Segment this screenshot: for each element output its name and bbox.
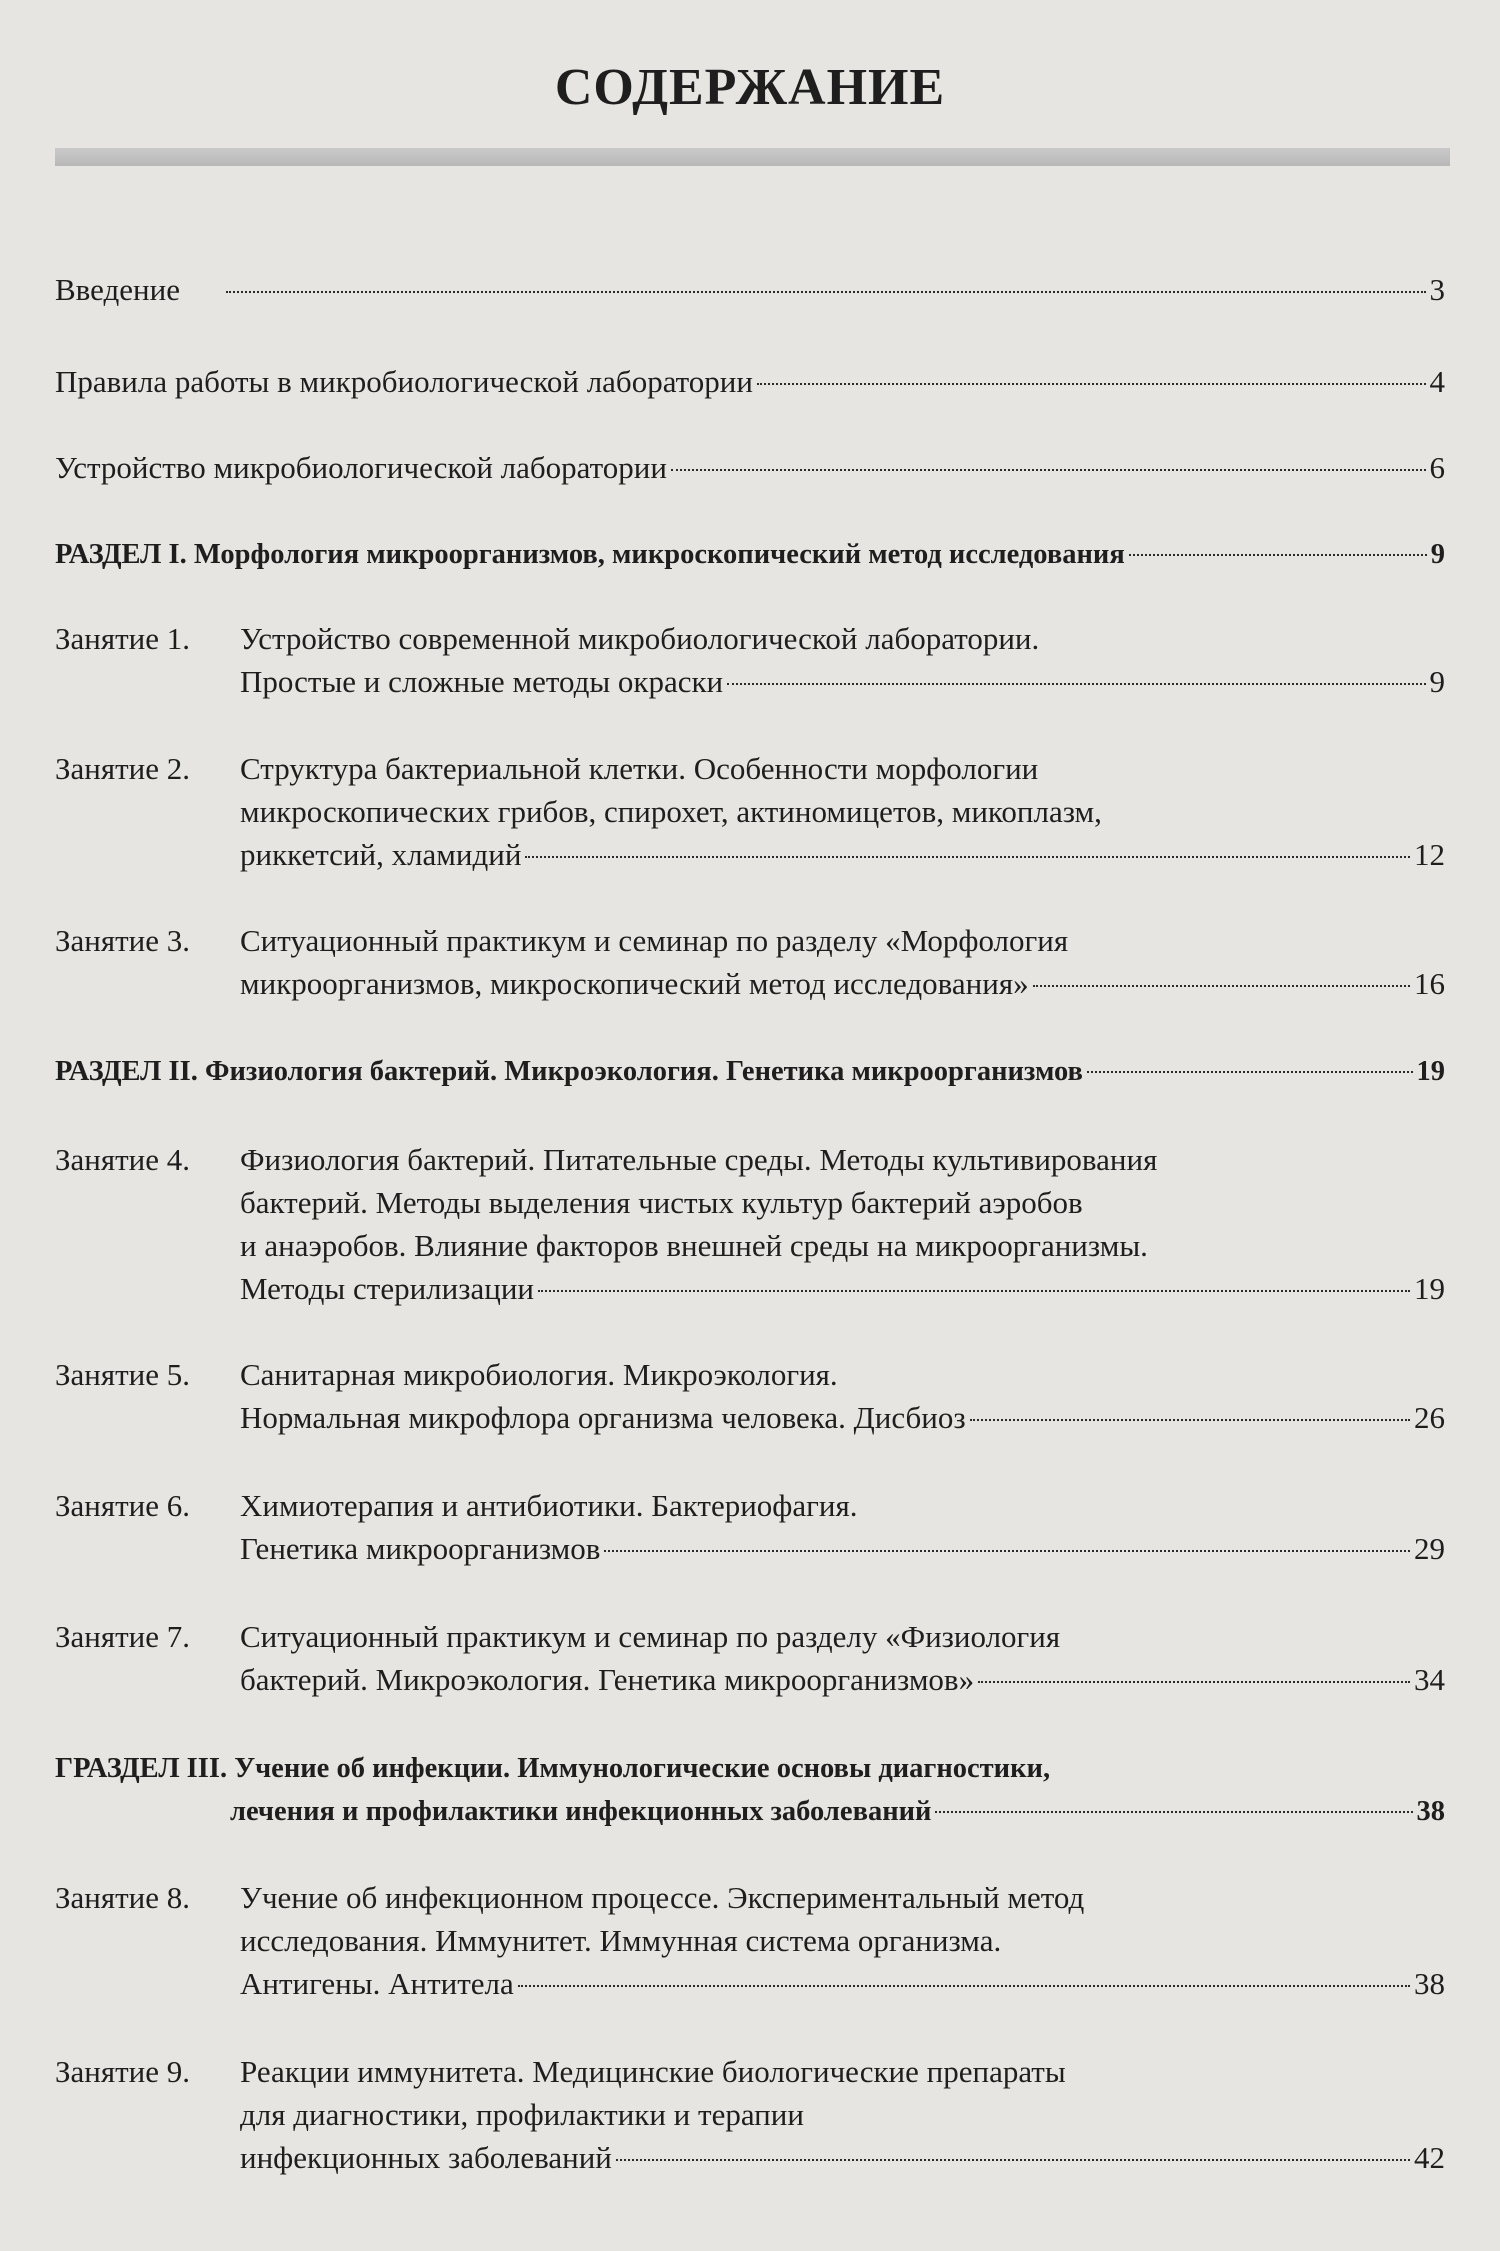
- toc-page-number: 16: [1414, 966, 1445, 1001]
- toc-entry-text-line: Нормальная микрофлора организма человека. Дисбиоз: [240, 1400, 966, 1435]
- toc-entry-text-line: Учение об инфекционном процессе. Экспериментальный метод: [240, 1880, 1085, 1915]
- toc-entry-text-line: микроскопических грибов, спирохет, актиномицетов, микоплазм,: [240, 794, 1102, 829]
- toc-lesson-label: Занятие 2.: [55, 751, 191, 786]
- toc-page-number: 38: [1414, 1966, 1445, 2001]
- toc-lesson-label: Занятие 1.: [55, 621, 191, 656]
- dot-leader: [538, 1290, 1410, 1292]
- toc-lesson-label: Занятие 9.: [55, 2054, 191, 2089]
- toc-page-number: 29: [1414, 1531, 1445, 1566]
- toc-page-number: 26: [1414, 1400, 1445, 1435]
- dot-leader: [671, 469, 1426, 471]
- toc-lesson-label: Занятие 5.: [55, 1357, 191, 1392]
- toc-page-number: 6: [1429, 450, 1445, 485]
- toc-page-number: 3: [1429, 272, 1445, 307]
- dot-leader: [978, 1681, 1410, 1683]
- toc-entry-text-line: Ситуационный практикум и семинар по разделу «Физиология: [240, 1619, 1061, 1654]
- toc-entry-text-line: Химиотерапия и антибиотики. Бактериофагия.: [240, 1488, 858, 1523]
- toc-lesson-label: Занятие 7.: [55, 1619, 191, 1654]
- toc-section-title: ГРАЗДЕЛ III. Учение об инфекции. Иммунологические основы диагностики,: [55, 1753, 1051, 1784]
- dot-leader: [518, 1985, 1410, 1987]
- dot-leader: [1129, 554, 1427, 556]
- toc-section-title-line: лечения и профилактики инфекционных заболеваний: [230, 1796, 932, 1827]
- toc-entry-text-line: исследования. Иммунитет. Иммунная система организма.: [240, 1923, 1002, 1958]
- dot-leader: [935, 1811, 1412, 1813]
- toc-page-number: 12: [1414, 837, 1445, 872]
- toc-entry-text: Введение: [55, 272, 180, 307]
- toc-section-title: РАЗДЕЛ II. Физиология бактерий. Микроэкология. Генетика микроорганизмов: [55, 1056, 1083, 1087]
- toc-page-number: 34: [1414, 1662, 1445, 1697]
- toc-lesson-label: Занятие 8.: [55, 1880, 191, 1915]
- toc-page-number: 42: [1414, 2140, 1445, 2175]
- dot-leader: [1033, 985, 1410, 987]
- toc-entry-text-line: и анаэробов. Влияние факторов внешней среды на микроорганизмы.: [240, 1228, 1148, 1263]
- toc-page-number: 19: [1416, 1056, 1445, 1087]
- toc-entry-text: Правила работы в микробиологической лаборатории: [55, 364, 753, 399]
- toc-entry-text-line: Устройство современной микробиологической лаборатории.: [240, 621, 1040, 656]
- toc-entry-text-line: Генетика микроорганизмов: [240, 1531, 601, 1566]
- toc-page-number: 19: [1414, 1271, 1445, 1306]
- toc-entry-text-line: бактерий. Методы выделения чистых культур бактерий аэробов: [240, 1185, 1083, 1220]
- dot-leader: [757, 383, 1426, 385]
- toc-entry-text-line: микроорганизмов, микроскопический метод исследования»: [240, 966, 1029, 1001]
- toc-page-number: 9: [1429, 664, 1445, 699]
- title-rule: [55, 148, 1450, 166]
- toc-entry-text-line: Методы стерилизации: [240, 1271, 535, 1306]
- toc-entry-text-line: Простые и сложные методы окраски: [240, 664, 724, 699]
- toc-entry-text-line: Реакции иммунитета. Медицинские биологические препараты: [240, 2054, 1066, 2089]
- toc-entry-text: Устройство микробиологической лаборатории: [55, 450, 667, 485]
- toc-entry-text-line: риккетсий, хламидий: [240, 837, 522, 872]
- toc-entry-text-line: бактерий. Микроэкология. Генетика микроорганизмов»: [240, 1662, 975, 1697]
- toc-entry-text-line: Физиология бактерий. Питательные среды. Методы культивирования: [240, 1142, 1158, 1177]
- toc-lesson-label: Занятие 6.: [55, 1488, 191, 1523]
- toc-section-title: РАЗДЕЛ I. Морфология микроорганизмов, микроскопический метод исследования: [55, 539, 1125, 570]
- dot-leader: [226, 291, 1426, 293]
- toc-entry-text-line: инфекционных заболеваний: [240, 2140, 612, 2175]
- toc-page-number: 38: [1416, 1796, 1445, 1827]
- dot-leader: [604, 1550, 1410, 1552]
- toc-entry-text-line: Структура бактериальной клетки. Особенности морфологии: [240, 751, 1039, 786]
- dot-leader: [616, 2159, 1410, 2161]
- dot-leader: [970, 1419, 1410, 1421]
- toc-page-number: 9: [1430, 539, 1445, 570]
- page-title: СОДЕРЖАНИЕ: [554, 59, 946, 116]
- toc-entry-text-line: Санитарная микробиология. Микроэкология.: [240, 1357, 838, 1392]
- toc-lesson-label: Занятие 4.: [55, 1142, 191, 1177]
- toc-entry-text-line: Ситуационный практикум и семинар по разделу «Морфология: [240, 923, 1069, 958]
- dot-leader: [1087, 1071, 1413, 1073]
- toc-page-number: 4: [1429, 364, 1445, 399]
- dot-leader: [525, 856, 1410, 858]
- toc-entry-text-line: Антигены. Антитела: [240, 1966, 514, 2001]
- toc-lesson-label: Занятие 3.: [55, 923, 191, 958]
- dot-leader: [727, 683, 1425, 685]
- toc-entry-text-line: для диагностики, профилактики и терапии: [240, 2097, 804, 2132]
